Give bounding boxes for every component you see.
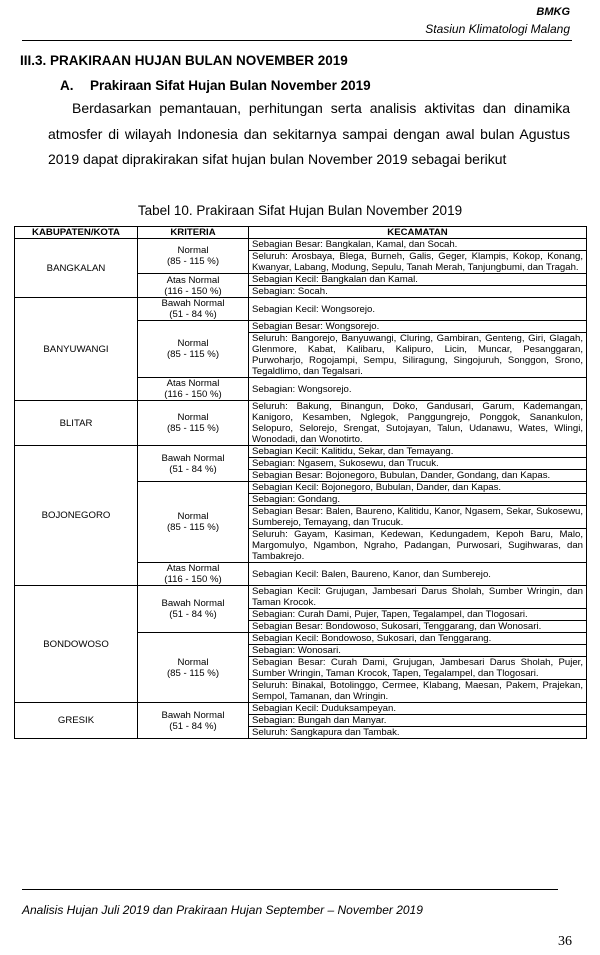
kecamatan-cell: Sebagian Kecil: Grujugan, Jambesari Darus Sholah, Sumber Wringin, dan Taman Krocok. bbox=[249, 586, 587, 609]
kriteria-label: Normal bbox=[177, 511, 209, 522]
kecamatan-cell: Sebagian Kecil: Duduksampeyan. bbox=[249, 703, 587, 715]
table-body bbox=[15, 239, 587, 739]
kriteria-range: (85 - 115 %) bbox=[166, 256, 220, 267]
kabupaten-cell: BONDOWOSO bbox=[15, 586, 138, 703]
kecamatan-cell: Seluruh: Sangkapura dan Tambak. bbox=[249, 727, 587, 739]
kriteria-cell bbox=[138, 321, 249, 378]
kriteria-label: Atas Normal bbox=[166, 274, 220, 286]
kriteria-cell bbox=[138, 298, 249, 321]
kriteria-range: (116 - 150 %) bbox=[164, 574, 222, 585]
footer-divider bbox=[22, 889, 558, 890]
kriteria-label: Atas Normal bbox=[166, 378, 220, 389]
header-station: Stasiun Klimatologi Malang bbox=[425, 22, 570, 36]
kabupaten-cell: BANGKALAN bbox=[15, 239, 138, 298]
kriteria-range: (116 - 150 %) bbox=[164, 285, 222, 297]
kriteria-cell bbox=[138, 239, 249, 274]
kriteria-label: Normal bbox=[177, 245, 209, 256]
forecast-table bbox=[14, 226, 587, 739]
kecamatan-cell: Seluruh: Gayam, Kasiman, Kedewan, Kedungadem, Kepoh Baru, Malo, Margomulyo, Ngambon, Ngraho, Padangan, Purwosari, Sugihwaras, dan Tambakrejo. bbox=[249, 529, 587, 563]
intro-paragraph: Berdasarkan pemantauan, perhitungan serta analisis aktivitas dan dinamika atmosfer di wilayah Indonesia dan sekitarnya sampai dengan awal bulan Agustus 2019 dapat diprakirakan sifat hujan bulan November 2019 sebagai berikut bbox=[48, 100, 570, 167]
kecamatan-cell: Sebagian: Socah. bbox=[249, 286, 587, 298]
kriteria-label: Bawah Normal bbox=[161, 709, 225, 721]
table-row bbox=[15, 446, 587, 458]
kriteria-range: (116 - 150 %) bbox=[164, 389, 222, 400]
kriteria-range: (85 - 115 %) bbox=[166, 522, 220, 533]
kriteria-cell bbox=[138, 482, 249, 563]
kriteria-range: (51 - 84 %) bbox=[169, 609, 217, 620]
kriteria-range: (85 - 115 %) bbox=[166, 667, 220, 679]
header-org: BMKG bbox=[536, 6, 570, 18]
kriteria-cell bbox=[138, 633, 249, 703]
kriteria-range: (85 - 115 %) bbox=[166, 423, 220, 434]
kabupaten-cell: GRESIK bbox=[15, 703, 138, 739]
kriteria-label: Normal bbox=[177, 412, 209, 423]
kriteria-cell bbox=[138, 274, 249, 298]
kecamatan-cell: Sebagian Besar: Bojonegoro, Bubulan, Dander, Gondang, dan Kapas. bbox=[249, 470, 587, 482]
kecamatan-cell: Sebagian Kecil: Wongsorejo. bbox=[249, 298, 587, 321]
kriteria-cell bbox=[138, 378, 249, 401]
kecamatan-cell: Sebagian: Wongsorejo. bbox=[249, 378, 587, 401]
kecamatan-cell: Sebagian Besar: Curah Dami, Grujugan, Jambesari Darus Sholah, Pujer, Sumber Wringin, Taman Krocok, Tapen, Tegalampel, dan Tlogosari. bbox=[249, 657, 587, 680]
subsection-title: Prakiraan Sifat Hujan Bulan November 2019 bbox=[90, 78, 371, 93]
kriteria-cell bbox=[138, 401, 249, 446]
kecamatan-cell: Sebagian Kecil: Bondowoso, Sukosari, dan Tenggarang. bbox=[249, 633, 587, 645]
kecamatan-cell: Sebagian Besar: Balen, Baureno, Kalitidu, Kanor, Ngasem, Sekar, Sukosewu, Sumberejo, Temayang, dan Trucuk. bbox=[249, 506, 587, 529]
kriteria-cell bbox=[138, 446, 249, 482]
kecamatan-cell: Sebagian Besar: Bangkalan, Kamal, dan Socah. bbox=[249, 239, 587, 251]
table-row bbox=[15, 586, 587, 609]
kecamatan-cell: Seluruh: Binakal, Botolinggo, Cermee, Klabang, Maesan, Pakem, Prajekan, Sempol, Tamanan, dan Wringin. bbox=[249, 680, 587, 703]
kecamatan-cell: Seluruh: Bangorejo, Banyuwangi, Cluring, Gambiran, Genteng, Giri, Glagah, Glenmore, Kabat, Kalibaru, Kalipuro, Licin, Muncar, Pesanggaran, Purwoharjo, Rogojampi, Sempu, Siliragung, Singojuruh, Songgon, Srono, Tegaldlimo, dan Tegalsari. bbox=[249, 333, 587, 378]
table-header-row bbox=[15, 227, 587, 239]
table-caption: Tabel 10. Prakiraan Sifat Hujan Bulan November 2019 bbox=[137, 203, 463, 218]
kriteria-range: (51 - 84 %) bbox=[169, 309, 217, 320]
table-row bbox=[15, 401, 587, 446]
kecamatan-cell: Sebagian Kecil: Kalitidu, Sekar, dan Temayang. bbox=[249, 446, 587, 458]
kriteria-label: Atas Normal bbox=[166, 563, 220, 574]
kriteria-range: (51 - 84 %) bbox=[169, 720, 217, 732]
header-kriteria: KRITERIA bbox=[138, 227, 249, 239]
kecamatan-cell: Sebagian: Bungah dan Manyar. bbox=[249, 715, 587, 727]
kecamatan-cell: Sebagian Kecil: Bangkalan dan Kamal. bbox=[249, 274, 587, 286]
kabupaten-cell: BLITAR bbox=[15, 401, 138, 446]
kecamatan-cell: Sebagian: Curah Dami, Pujer, Tapen, Tegalampel, dan Tlogosari. bbox=[249, 609, 587, 621]
kecamatan-cell: Sebagian Kecil: Balen, Baureno, Kanor, dan Sumberejo. bbox=[249, 563, 587, 586]
kabupaten-cell: BOJONEGORO bbox=[15, 446, 138, 586]
kecamatan-cell: Seluruh: Bakung, Binangun, Doko, Gandusari, Garum, Kademangan, Kanigoro, Kesamben, Nglegok, Panggungrejo, Ponggok, Sanankulon, Selopuro, Selorejo, Srengat, Sutojayan, Talun, Udanawu, Wates, Wlingi, Wonodadi, dan Wonotirto. bbox=[249, 401, 587, 446]
page-number: 36 bbox=[558, 934, 572, 949]
table-row bbox=[15, 703, 587, 715]
kecamatan-cell: Sebagian Besar: Bondowoso, Sukosari, Tenggarang, dan Wonosari. bbox=[249, 621, 587, 633]
kriteria-label: Bawah Normal bbox=[161, 452, 225, 464]
kriteria-label: Normal bbox=[177, 338, 209, 349]
kecamatan-cell: Sebagian: Wonosari. bbox=[249, 645, 587, 657]
table-row bbox=[15, 298, 587, 321]
kecamatan-cell: Sebagian: Gondang. bbox=[249, 494, 587, 506]
header-divider bbox=[22, 40, 572, 41]
kriteria-range: (85 - 115 %) bbox=[166, 349, 220, 360]
section-title: III.3. PRAKIRAAN HUJAN BULAN NOVEMBER 2019 bbox=[20, 53, 348, 68]
subsection-number: A. bbox=[60, 78, 74, 93]
kecamatan-cell: Seluruh: Arosbaya, Blega, Burneh, Galis, Geger, Klampis, Kokop, Konang, Kwanyar, Labang, Modung, Sepulu, Tanah Merah, Tanjungbumi, dan Tragah. bbox=[249, 251, 587, 274]
header-kecamatan: KECAMATAN bbox=[249, 227, 587, 239]
kecamatan-cell: Sebagian Besar: Wongsorejo. bbox=[249, 321, 587, 333]
kriteria-label: Bawah Normal bbox=[161, 598, 225, 609]
kriteria-label: Normal bbox=[177, 656, 209, 668]
table-row bbox=[15, 239, 587, 251]
kriteria-label: Bawah Normal bbox=[161, 298, 225, 309]
kriteria-cell bbox=[138, 586, 249, 633]
footer-text: Analisis Hujan Juli 2019 dan Prakiraan Hujan September – November 2019 bbox=[22, 903, 423, 917]
kecamatan-cell: Sebagian Kecil: Bojonegoro, Bubulan, Dander, dan Kapas. bbox=[249, 482, 587, 494]
header-kabupaten: KABUPATEN/KOTA bbox=[15, 227, 138, 239]
kriteria-range: (51 - 84 %) bbox=[169, 463, 217, 475]
kecamatan-cell: Sebagian: Ngasem, Sukosewu, dan Trucuk. bbox=[249, 458, 587, 470]
kriteria-cell bbox=[138, 563, 249, 586]
kabupaten-cell: BANYUWANGI bbox=[15, 298, 138, 401]
kriteria-cell bbox=[138, 703, 249, 739]
